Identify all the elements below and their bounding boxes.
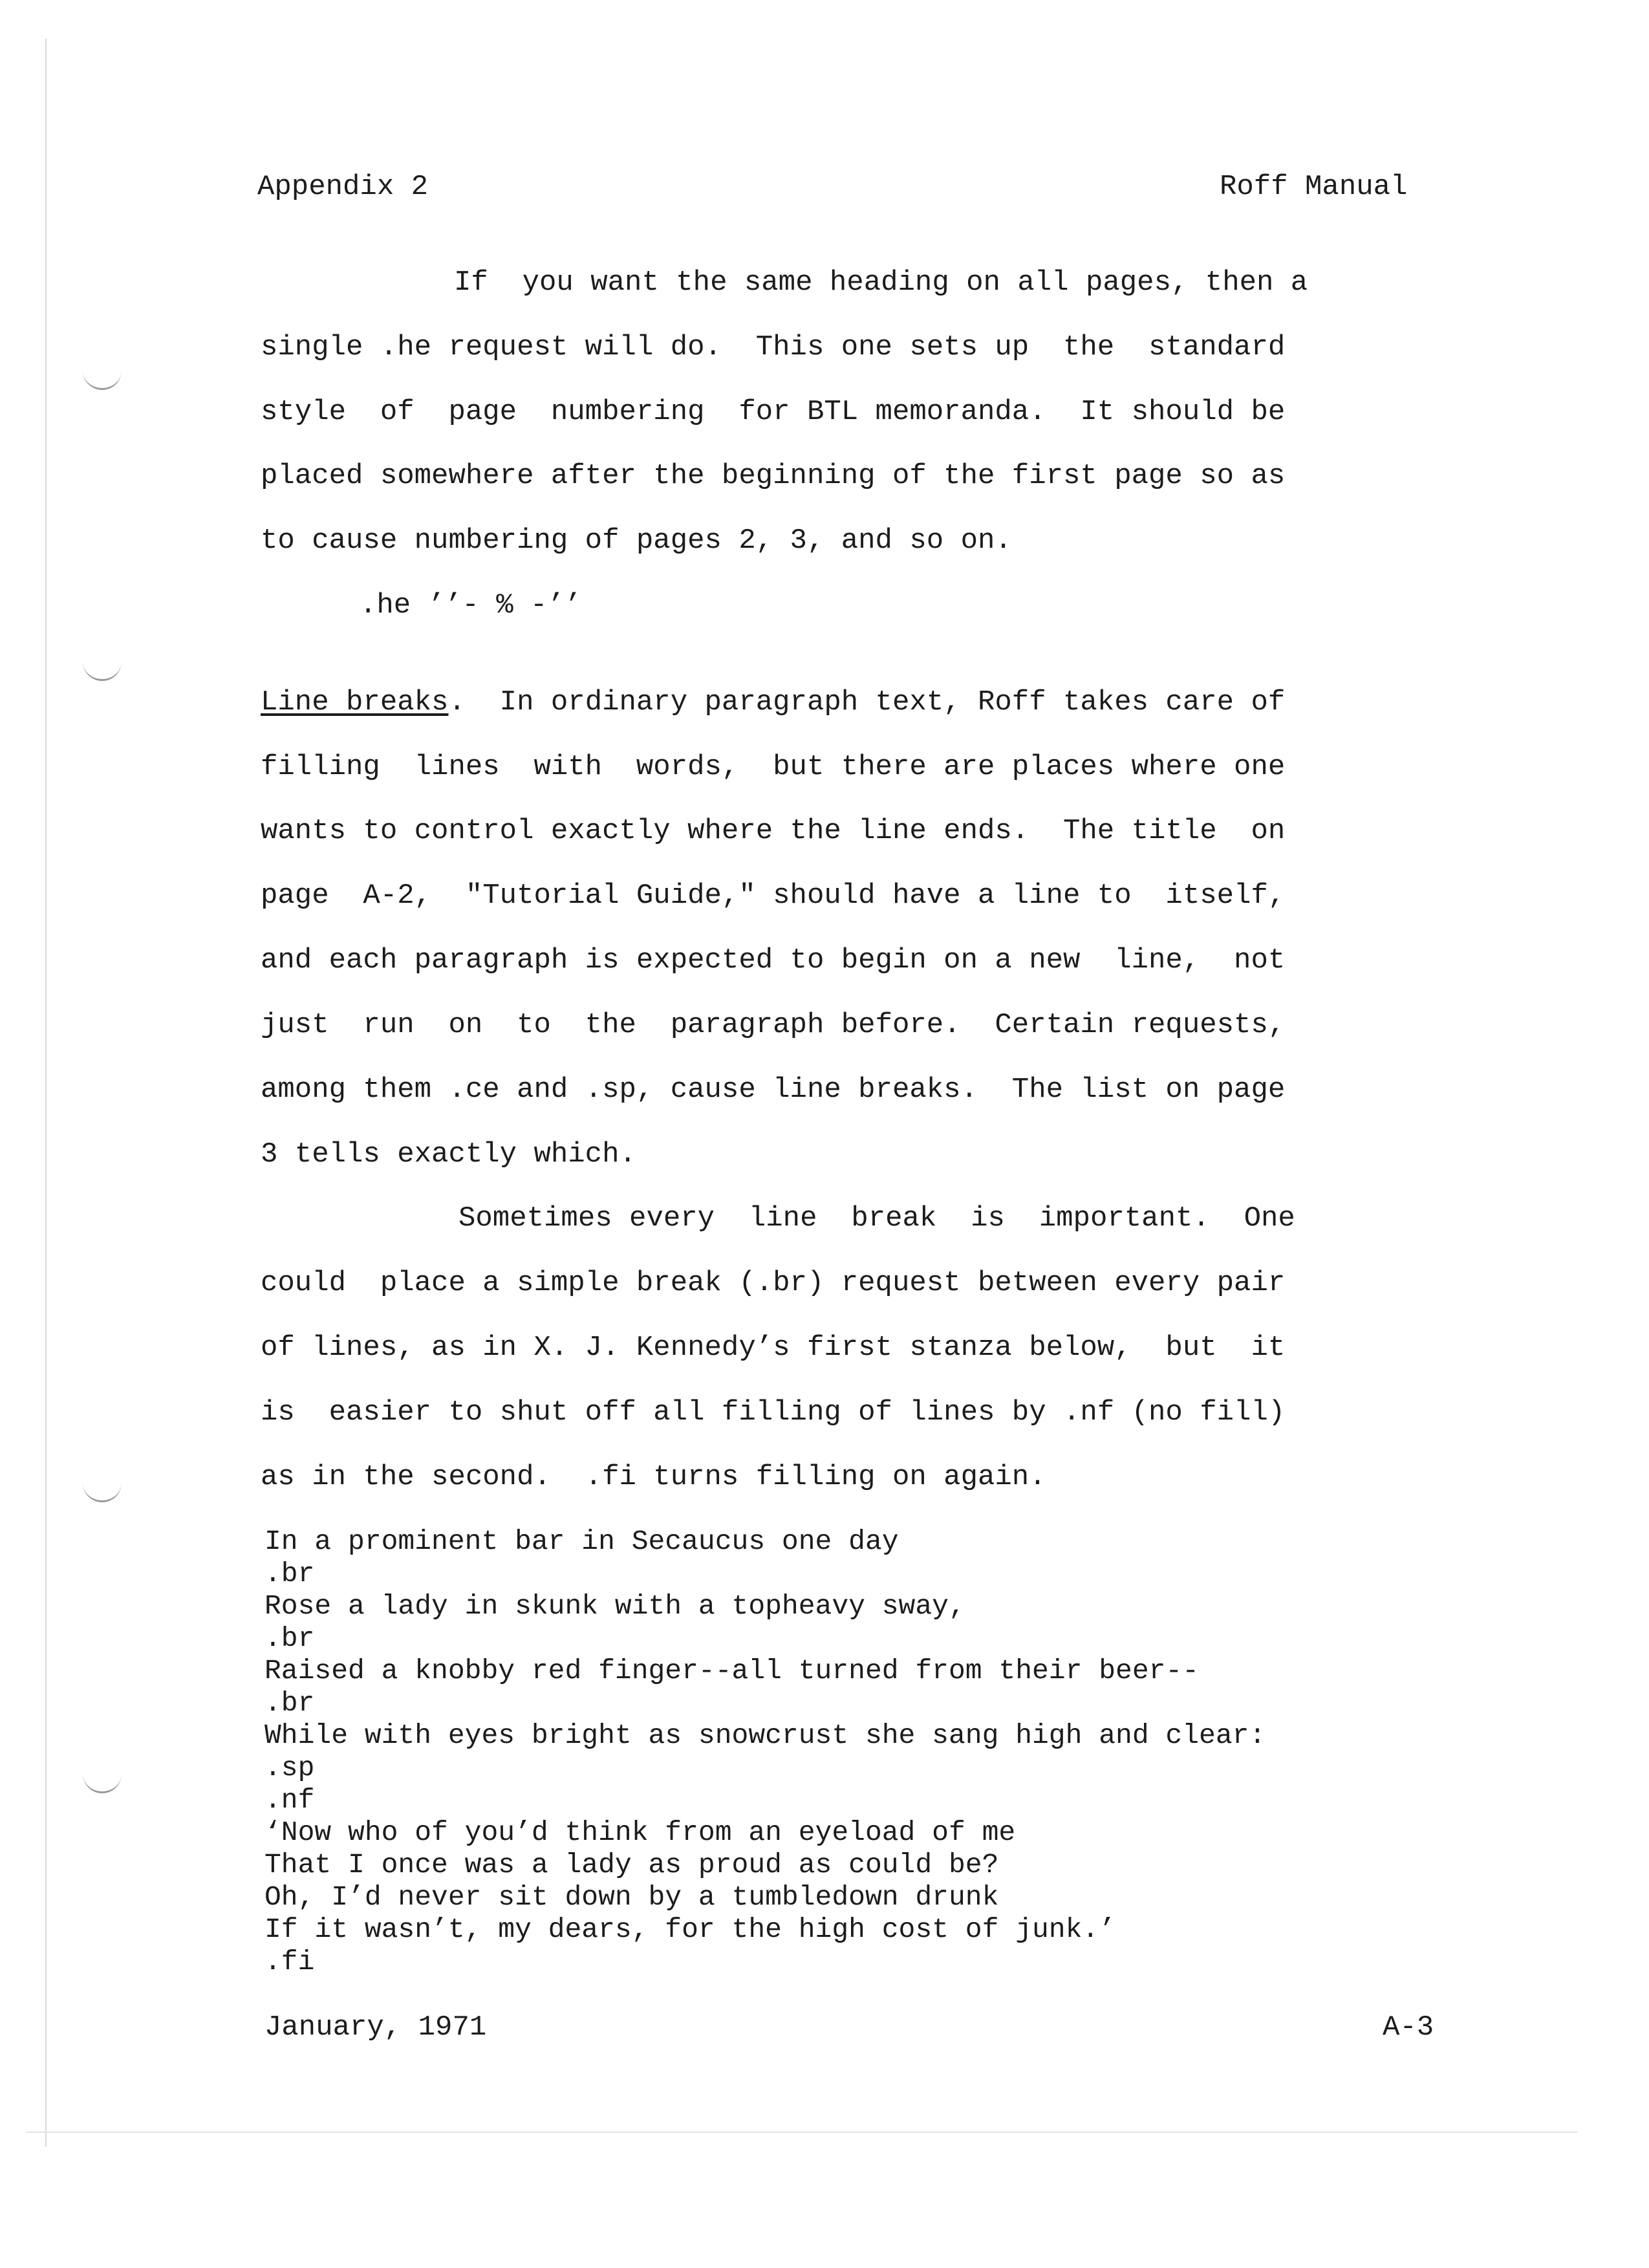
verse-line-3: Rose a lady in skunk with a topheavy sway, bbox=[264, 1590, 965, 1622]
punch-hole-4 bbox=[83, 1766, 122, 1793]
verse-line-6: .br bbox=[264, 1687, 315, 1719]
verse-line-10: ‘Now who of you’d think from an eyeload of me bbox=[264, 1817, 1016, 1848]
para1-line-5: to cause numbering of pages 2, 3, and so on. bbox=[261, 524, 1012, 557]
para2-line-3: wants to control exactly where the line ends. The title on bbox=[261, 815, 1286, 847]
para2-line-6: just run on to the paragraph before. Certain requests, bbox=[261, 1009, 1286, 1041]
header-right: Roff Manual bbox=[1220, 171, 1408, 203]
section-heading-line-breaks: Line breaks bbox=[261, 686, 449, 718]
verse-line-1: In a prominent bar in Secaucus one day bbox=[264, 1526, 899, 1557]
page-edge-left bbox=[45, 39, 47, 2147]
verse-line-12: Oh, I’d never sit down by a tumbledown drunk bbox=[264, 1881, 999, 1913]
para1-line-4: placed somewhere after the beginning of the first page so as bbox=[261, 460, 1286, 492]
para2-line-7: among them .ce and .sp, cause line breaks. The list on page bbox=[261, 1074, 1286, 1106]
punch-hole-1 bbox=[83, 362, 122, 390]
footer-page-number: A-3 bbox=[1383, 2011, 1434, 2044]
verse-line-4: .br bbox=[264, 1623, 315, 1654]
punch-hole-3 bbox=[83, 1474, 122, 1502]
para3-line-5: as in the second. .fi turns filling on again. bbox=[261, 1461, 1046, 1493]
para2-line-1-rest: . In ordinary paragraph text, Roff takes care of bbox=[448, 686, 1286, 718]
para3-line-4: is easier to shut off all filling of lines by .nf (no fill) bbox=[261, 1396, 1286, 1429]
example-he-request: .he ’’- % -’’ bbox=[360, 589, 582, 621]
verse-line-7: While with eyes bright as snowcrust she sang high and clear: bbox=[264, 1720, 1266, 1751]
para3-line-3: of lines, as in X. J. Kennedy’s first stanza below, but it bbox=[261, 1332, 1286, 1364]
para2-line-8: 3 tells exactly which. bbox=[261, 1138, 636, 1171]
para1-line-3: style of page numbering for BTL memoranda. It should be bbox=[261, 396, 1286, 428]
verse-line-13: If it wasn’t, my dears, for the high cost of junk.’ bbox=[264, 1914, 1116, 1945]
para2-line-5: and each paragraph is expected to begin on a new line, not bbox=[261, 944, 1286, 977]
verse-line-9: .nf bbox=[264, 1784, 315, 1816]
punch-hole-2 bbox=[83, 653, 122, 681]
verse-line-2: .br bbox=[264, 1558, 315, 1590]
para1-line-1: If you want the same heading on all pages, then a bbox=[454, 266, 1308, 299]
header-left: Appendix 2 bbox=[257, 171, 429, 203]
footer-date: January, 1971 bbox=[264, 2011, 487, 2044]
verse-line-5: Raised a knobby red finger--all turned from their beer-- bbox=[264, 1655, 1200, 1687]
page-edge-bottom bbox=[26, 2132, 1578, 2133]
para3-line-1: Sometimes every line break is important. One bbox=[458, 1202, 1295, 1235]
verse-line-11: That I once was a lady as proud as could be? bbox=[264, 1849, 999, 1881]
para3-line-2: could place a simple break (.br) request between every pair bbox=[261, 1267, 1286, 1299]
verse-line-8: .sp bbox=[264, 1752, 315, 1784]
para2-line-2: filling lines with words, but there are places where one bbox=[261, 751, 1286, 783]
para2-line-1 bbox=[261, 686, 1436, 718]
para1-line-2: single .he request will do. This one sets up the standard bbox=[261, 331, 1286, 363]
verse-line-14: .fi bbox=[264, 1946, 315, 1978]
para2-line-4: page A-2, "Tutorial Guide," should have a line to itself, bbox=[261, 880, 1286, 912]
